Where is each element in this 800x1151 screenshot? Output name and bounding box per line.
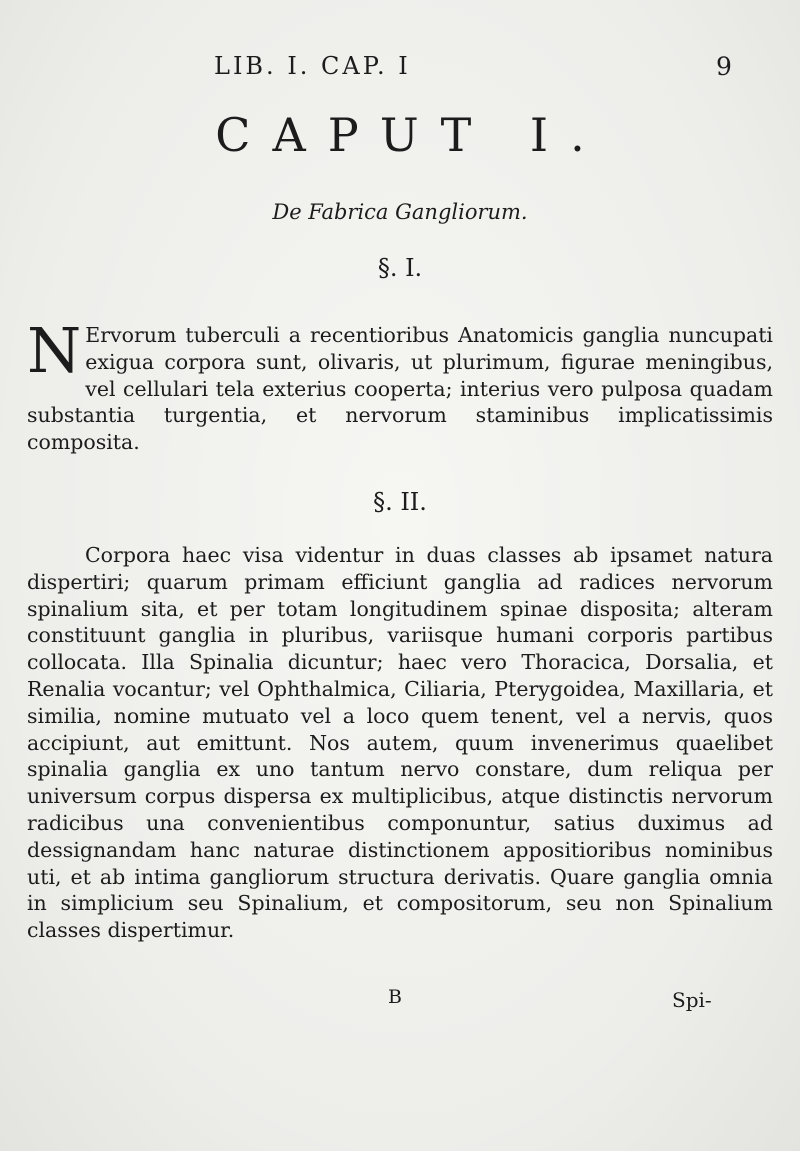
paragraph-2-text: Corpora haec visa videntur in duas classes ab ipsamet natura dispertiri; quarum primam efficiunt ganglia ad radices nervorum spinalium sita, et per totam longitudinem spinae disposita; alteram constituunt ganglia in pluribus, variisque humani corporis partibus collocata. Illa Spinalia dicuntur; haec vero Thoracica, Dorsalia, et Renalia vocantur; vel Ophthalmica, Ciliaria, Pterygoidea, Maxillaria, et similia, nomine mutuato vel a loco quem tenent, vel a nervis, quos accipiunt, aut emittunt. Nos autem, quum invenerimus quaelibet spinalia ganglia ex uno tantum nervo constare, dum reliqua per universum corpus dispersa ex multiplicibus, atque distinctis nervorum radicibus una convenientibus componuntur, satius duximus ad dessignandam hanc naturae distinctionem appositioribus nominibus uti, et ab intima gangliorum structura derivatis. Quare ganglia omnia in simplicium seu Spinalium, et compositorum, seu non Spinalium classes dispertimur. [27, 543, 773, 943]
drop-cap: N [27, 314, 82, 387]
signature-mark: B [388, 986, 402, 1008]
paragraph-1 [27, 314, 773, 456]
section-heading-2: §. II. [373, 488, 427, 516]
chapter-title: CAPUT I. [215, 108, 607, 162]
page-number: 9 [716, 52, 732, 81]
running-title: LIB. I. CAP. I [214, 52, 411, 80]
catchword: Spi- [672, 988, 712, 1012]
running-head [0, 52, 800, 88]
chapter-subtitle: De Fabrica Gangliorum. [272, 200, 528, 224]
paragraph-1-text: Ervorum tuberculi a recentioribus Anatomicis ganglia nuncupati exigua corpora sunt, olivaris, ut plurimum, figurae meningibus, vel cellulari tela exterius cooperta; interius vero pulposa quadam substantia turgentia, et nervorum staminibus implicatissimis composita. [27, 323, 773, 455]
section-heading-1: §. I. [377, 254, 423, 282]
paragraph-2 [27, 542, 773, 944]
